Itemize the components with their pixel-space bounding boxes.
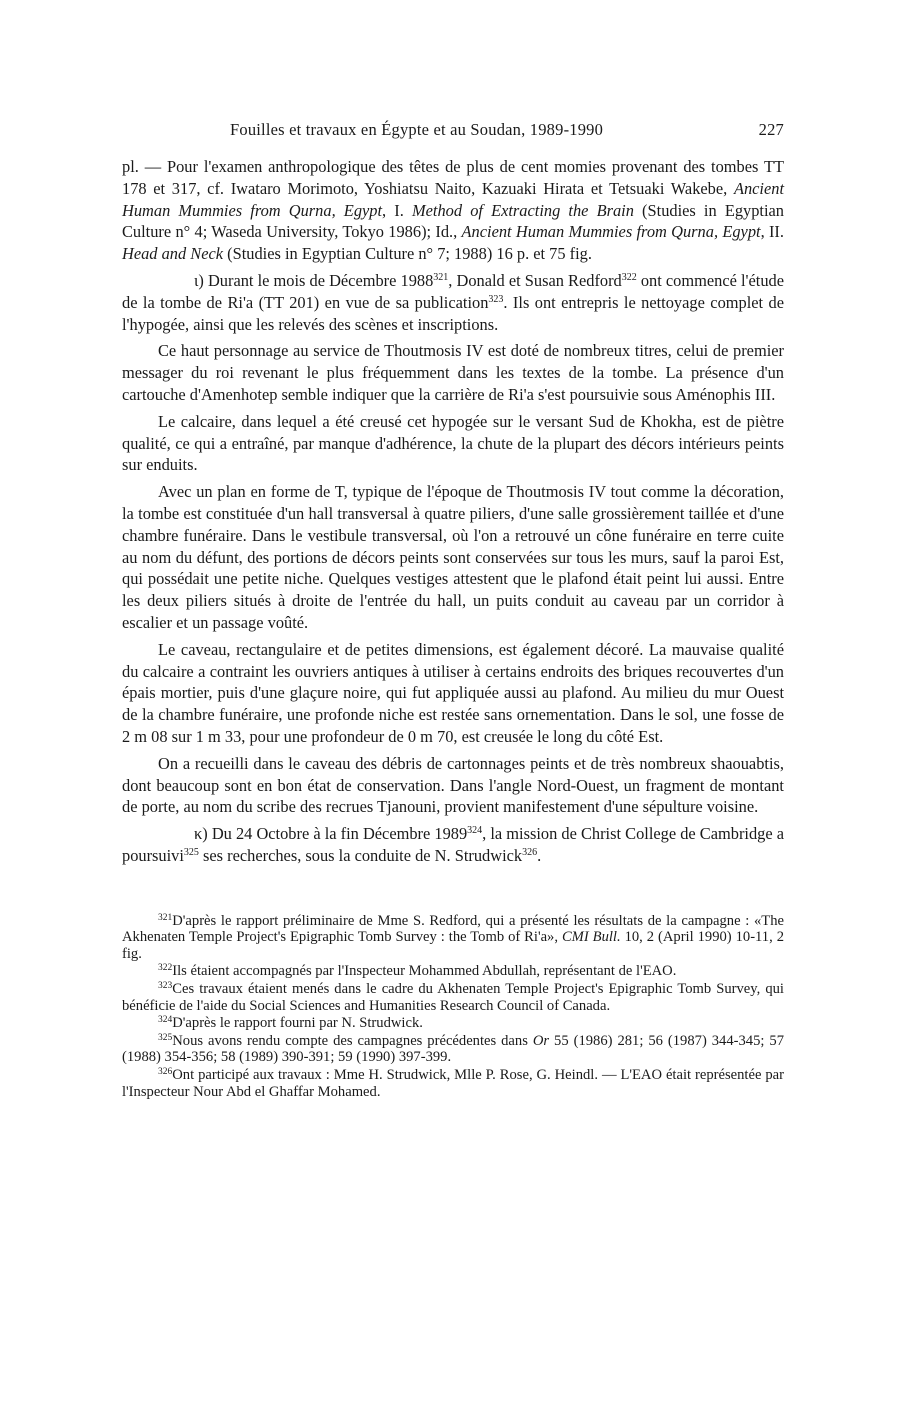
running-head	[122, 118, 784, 148]
document-page	[122, 118, 784, 1101]
footnote-ref-325[interactable]: 325	[183, 846, 199, 858]
footnote-324: $^{324}$D'après le rapport fourni par N. Strudwick.	[158, 1015, 423, 1032]
footnote-ref-321[interactable]: 321	[433, 271, 449, 283]
paragraph-item-kappa: κ) Du 24 Octobre à la fin Décembre 1989$^{324}$, la mission de Christ College de Cambridge a poursuivi$^{325}$ ses recherches, sous la conduite de N. Strudwick$^{326}$.	[122, 824, 784, 865]
page-number: 227	[758, 120, 784, 139]
footnote-323: $^{323}$Ces travaux étaient menés dans le cadre du Akhenaten Temple Project's Epigraphic Tomb Survey, qui bénéficie de l'aide du Social Sciences and Humanities Research Council of Canada.	[122, 981, 784, 1014]
footnote-ref-324[interactable]: 324	[467, 825, 483, 837]
footnote-326: $^{326}$Ont participé aux travaux : Mme H. Strudwick, Mlle P. Rose, G. Heindl. — L'EAO était représentée par l'Inspecteur Nour Abd el Ghaffar Mohamed.	[122, 1067, 784, 1100]
footnote-322: $^{322}$Ils étaient accompagnés par l'Inspecteur Mohammed Abdullah, représentant de l'EAO.	[158, 963, 677, 980]
footnotes	[122, 913, 784, 1101]
footnote-321: $^{321}$D'après le rapport préliminaire de Mme S. Redford, qui a présenté les résultats de la campagne : «The Akhenaten Temple Project's Epigraphic Tomb Survey : the Tomb of Ri'a», CMI Bull. 10, 2 (April 1990) 10-11, 2 fig.	[122, 912, 784, 962]
paragraph-item-iota: ι) Durant le mois de Décembre 1988$^{321}$, Donald et Susan Redford$^{322}$ ont commencé l'étude de la tombe de Ri'a (TT 201) en vue de sa publication$^{323}$. Ils ont entrepris le nettoyage complet de l'hypogée, ainsi que les relevés des scènes et inscriptions.	[122, 270, 784, 334]
paragraph-continuation: pl. — Pour l'examen anthropologique des têtes de plus de cent momies provenant des tombes TT 178 et 317, cf. Iwataro Morimoto, Yoshiatsu Naito, Kazuaki Hirata et Tetsuaki Wakebe, Ancient Human Mummies from Qurna, Egypt, I. Method of Extracting the Brain (Studies in Egyptian Culture n° 4; Waseda University, Tokyo 1986); Id., Ancient Human Mummies from Qurna, Egypt, II. Head and Neck (Studies in Egyptian Culture n° 7; 1988) 16 p. et 75 fig.	[122, 157, 784, 264]
paragraph: Ce haut personnage au service de Thoutmosis IV est doté de nombreux titres, celui de premier messager du roi revenant le plus fréquemment dans les textes de la tombe. La présence d'un cartouche d'Amenhotep semble indiquer que la carrière de Ri'a s'est poursuivie sous Aménophis III.	[122, 341, 784, 404]
main-text	[122, 156, 784, 867]
running-title: Fouilles et travaux en Égypte et au Soudan, 1989-1990	[230, 120, 604, 139]
footnote-ref-323[interactable]: 323	[488, 293, 504, 305]
paragraph: Le caveau, rectangulaire et de petites dimensions, est également décoré. La mauvaise qualité du calcaire a contraint les ouvriers antiques à utiliser à certains endroits des briques recouvertes d'un épais mortier, puis d'une glaçure noire, qui fut appliquée aussi au plafond. Au milieu du mur Ouest de la chambre funéraire, une profonde niche est restée sans ornementation. Dans le sol, une fosse de 2 m 08 sur 1 m 33, pour une profondeur de 0 m 70, est creusée le long du côté Est.	[122, 639, 784, 746]
footnote-ref-322[interactable]: 322	[621, 271, 637, 283]
paragraph: On a recueilli dans le caveau des débris de cartonnages peints et de très nombreux shaouabtis, dont beaucoup sont en bon état de conservation. Dans l'angle Nord-Ouest, un fragment de montant de porte, au nom du scribe des recrues Tjanouni, provient manifestement d'une sépulture voisine.	[122, 753, 784, 817]
footnote-325: $^{325}$Nous avons rendu compte des campagnes précédentes dans Or 55 (1986) 281; 56 (1987) 344-345; 57 (1988) 354-356; 58 (1989) 390-391; 59 (1990) 397-399.	[122, 1032, 785, 1066]
footnote-ref-326[interactable]: 326	[522, 846, 538, 858]
paragraph: Le calcaire, dans lequel a été creusé cet hypogée sur le versant Sud de Khokha, est de piètre qualité, ce qui a entraîné, par manque d'adhérence, la chute de la plupart des décors intérieurs peints sur enduits.	[122, 411, 784, 475]
paragraph: Avec un plan en forme de T, typique de l'époque de Thoutmosis IV tout comme la décoration, la tombe est constituée d'un hall transversal à quatre piliers, d'une salle grossièrement taillée et d'une chambre funéraire. Dans le vestibule transversal, où l'on a retrouvé un cône funéraire en terre cuite au nom du défunt, des portions de décors peints sont conservées sur tous les murs, sauf la paroi Est, qui possédait une petite niche. Quelques vestiges attestent que le plafond était peint lui aussi. Entre les deux piliers situés à droite de l'entrée du hall, un puits conduit au caveau par un corridor à escalier et un passage voûté.	[122, 482, 784, 632]
